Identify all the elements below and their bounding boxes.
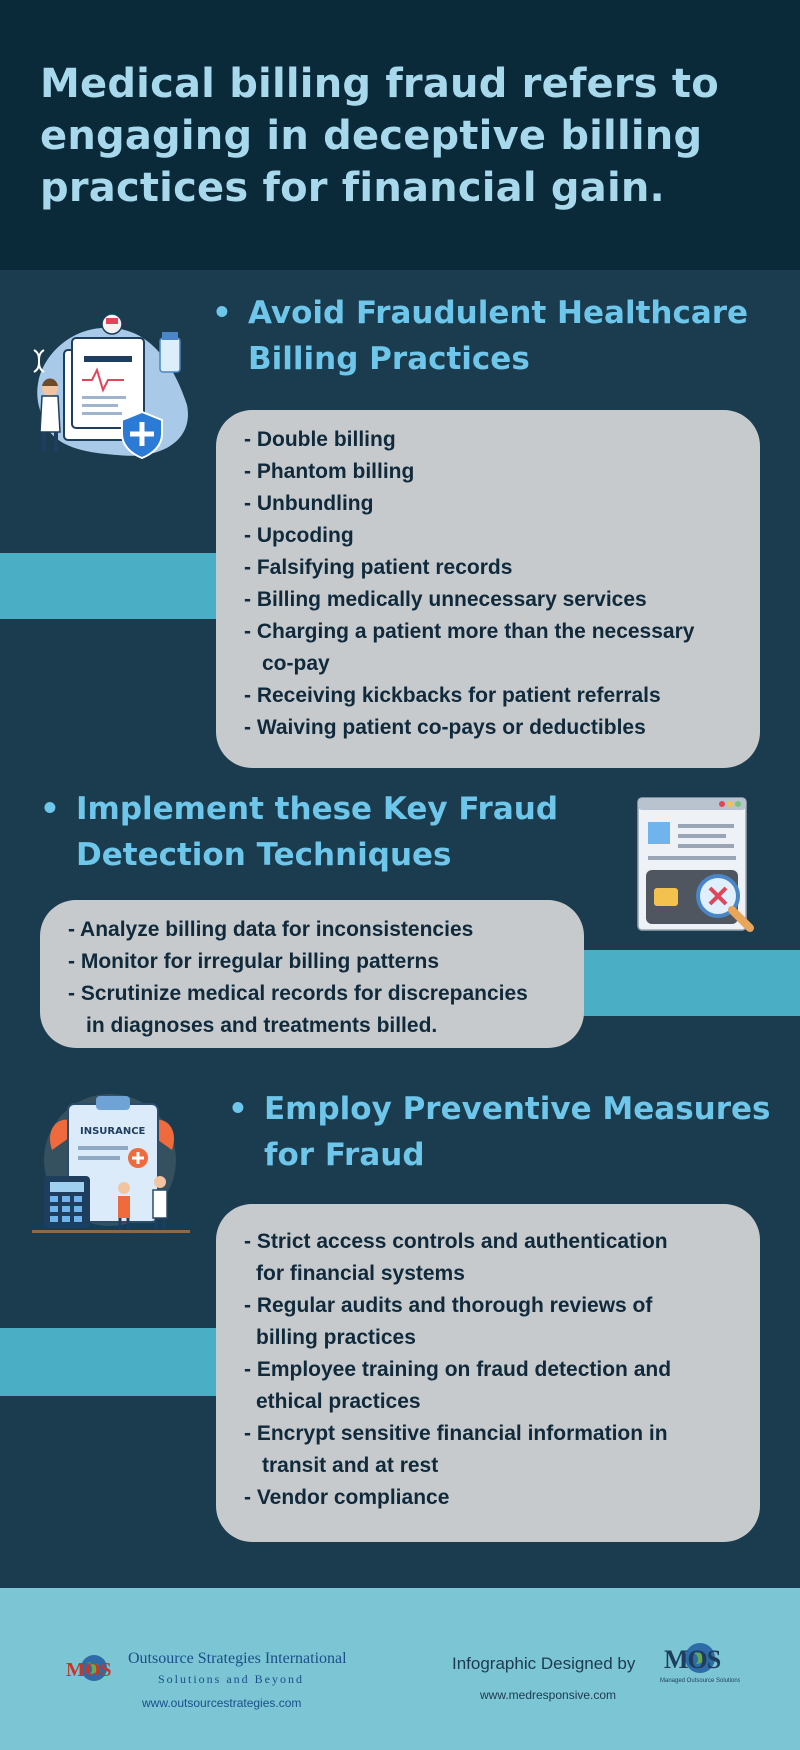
list-item: - Billing medically unnecessary services <box>244 588 647 611</box>
section-3-title <box>228 1086 784 1178</box>
section-2-title <box>40 786 596 878</box>
list-item-continuation: ethical practices <box>256 1390 421 1413</box>
section-2-title-line2: Detection Techniques <box>76 837 452 873</box>
footer <box>0 1588 800 1750</box>
medical-billing-illustration <box>22 310 192 460</box>
section-1-title-line1: Avoid Fraudulent Healthcare <box>248 295 749 331</box>
list-item: - Upcoding <box>244 524 354 547</box>
section-1-bullet: • <box>212 295 232 331</box>
osi-logo-text: MOS <box>66 1659 112 1681</box>
insurance-claim-illustration <box>22 1090 200 1240</box>
list-item: - Regular audits and thorough reviews of <box>244 1294 653 1317</box>
list-item: - Scrutinize medical records for discrepancies <box>68 982 528 1005</box>
list-item: - Charging a patient more than the necessary <box>244 620 695 643</box>
mos-logo-text: MOS <box>664 1645 721 1674</box>
main-content <box>0 270 800 1588</box>
section-1-title-line2: Billing Practices <box>248 341 530 377</box>
section-3-card <box>216 1204 760 1542</box>
section-2-list <box>68 914 528 1042</box>
mos-logo-tagline: Managed Outsource Solutions <box>660 1678 740 1684</box>
section-3-title-line2: for Fraud <box>264 1137 425 1173</box>
accent-band-1 <box>0 553 220 619</box>
list-item: - Falsifying patient records <box>244 556 513 579</box>
accent-band-3 <box>0 1328 220 1396</box>
medresponsive-website-link[interactable]: www.medresponsive.com <box>480 1688 617 1702</box>
designed-by-label: Infographic Designed by <box>452 1654 636 1673</box>
list-item: - Monitor for irregular billing patterns <box>68 950 440 973</box>
list-item: - Receiving kickbacks for patient referrals <box>244 684 661 707</box>
osi-tagline: Solutions and Beyond <box>158 1672 305 1686</box>
section-3-title-line1: Employ Preventive Measures <box>264 1091 771 1127</box>
section-1-list <box>244 424 694 744</box>
fraud-detection-illustration <box>636 796 762 936</box>
osi-website-link[interactable]: www.outsourcestrategies.com <box>142 1696 302 1710</box>
list-item: - Vendor compliance <box>244 1486 450 1509</box>
list-item-continuation: billing practices <box>256 1326 416 1349</box>
mos-logo <box>660 1638 740 1691</box>
list-item-continuation: co-pay <box>262 652 330 675</box>
accent-band-2 <box>575 950 800 1016</box>
list-item: - Waiving patient co-pays or deductibles <box>244 716 646 739</box>
list-item: - Employee training on fraud detection and <box>244 1358 672 1381</box>
section-2-title-line1: Implement these Key Fraud <box>76 791 559 827</box>
section-3-list <box>244 1226 671 1514</box>
list-item-continuation: in diagnoses and treatments billed. <box>86 1014 438 1037</box>
list-item: - Strict access controls and authentication <box>244 1230 668 1253</box>
insurance-label: INSURANCE <box>80 1126 146 1137</box>
list-item: - Double billing <box>244 428 396 451</box>
page-title: Medical billing fraud refers to engaging in deceptive billing practices for financial gain. <box>40 61 719 211</box>
header-banner <box>0 0 800 270</box>
section-1-title <box>212 290 768 382</box>
list-item-continuation: for financial systems <box>256 1262 465 1285</box>
list-item: - Unbundling <box>244 492 374 515</box>
section-2-card <box>40 900 584 1048</box>
list-item: - Phantom billing <box>244 460 415 483</box>
osi-company-name: Outsource Strategies International <box>128 1650 347 1667</box>
section-2-bullet: • <box>40 791 60 827</box>
list-item: - Encrypt sensitive financial information in <box>244 1422 668 1445</box>
list-item-continuation: transit and at rest <box>262 1454 439 1477</box>
section-1-card <box>216 410 760 768</box>
section-3-bullet: • <box>228 1091 248 1127</box>
osi-logo <box>64 1650 124 1695</box>
list-item: - Analyze billing data for inconsistencies <box>68 918 474 941</box>
